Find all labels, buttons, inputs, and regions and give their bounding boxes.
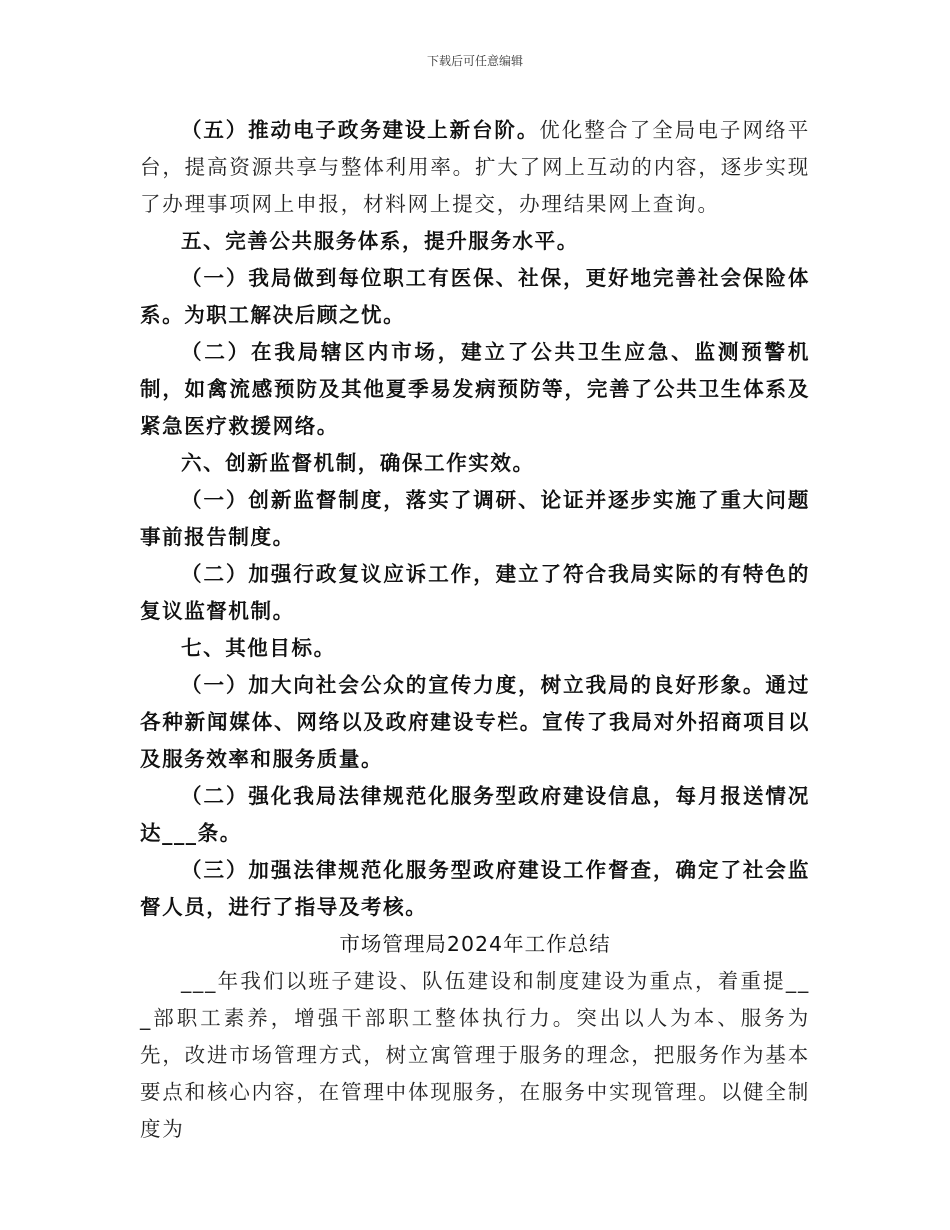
list-item: （一）创新监督制度，落实了调研、论证并逐步实施了重大问题事前报告制度。 [140,488,810,549]
section-heading-7: 七、其他目标。 [181,636,336,660]
list-item: （二）在我局辖区内市场，建立了公共卫生应急、监测预警机制，如禽流感预防及其他夏季易发病预防等，完善了公共卫生体系及紧急医疗救援网络。 [140,340,810,438]
section-heading-6: 六、创新监督机制，确保工作实效。 [181,451,535,475]
list-item: （三）加强法律规范化服务型政府建设工作督查，确定了社会监督人员，进行了指导及考核。 [140,858,810,919]
page-header: 下载后可任意编辑 [426,54,523,68]
summary-title: 市场管理局2024年工作总结 [339,932,611,956]
summary-paragraph: ___年我们以班子建设、队伍建设和制度建设为重点，着重提___部职工素养，增强干部职工整体执行力。突出以人为本、服务为先，改进市场管理方式，树立寓管理于服务的理念，把服务作为基本要点和核心内容，在管理中体现服务，在服务中实现管理。以健全制度为 [140,969,810,1141]
list-item: （二）强化我局法律规范化服务型政府建设信息，每月报送情况达___条。 [140,784,810,845]
document-body [140,112,810,1148]
list-item: （一）加大向社会公众的宣传力度，树立我局的良好形象。通过各种新闻媒体、网络以及政府建设专栏。宣传了我局对外招商项目以及服务效率和服务质量。 [140,673,810,771]
paragraph-text: 优化整合了全局电子网络平台，提高资源共享与整体利用率。扩大了网上互动的内容，逐步实现了办理事项网上申报，材料网上提交，办理结果网上查询。 [140,118,810,216]
paragraph-lead: （五）推动电子政务建设上新台阶。 [181,118,540,142]
section-heading-5: 五、完善公共服务体系，提升服务水平。 [181,229,579,253]
paragraph-e-government [140,112,810,223]
list-item: （一）我局做到每位职工有医保、社保，更好地完善社会保险体系。为职工解决后顾之忧。 [140,266,810,327]
list-item: （二）加强行政复议应诉工作，建立了符合我局实际的有特色的复议监督机制。 [140,562,810,623]
